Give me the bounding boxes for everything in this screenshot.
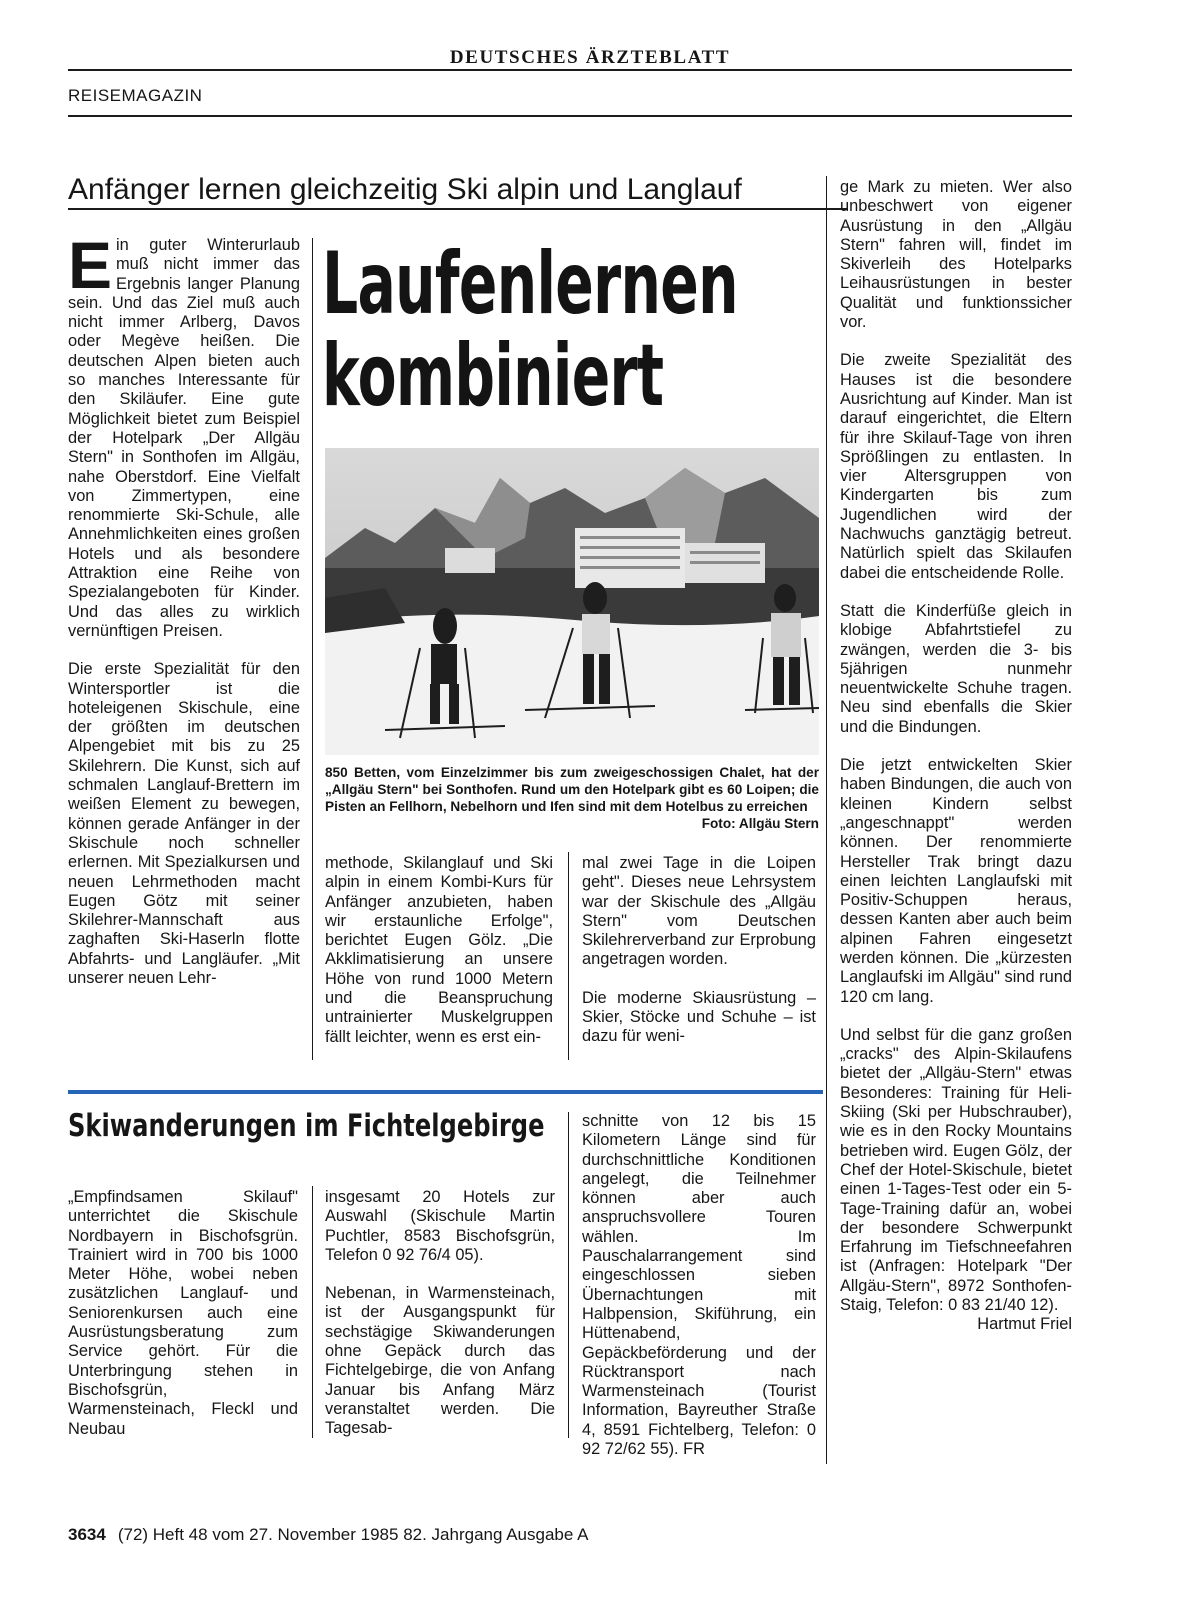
page-footer: [68, 1525, 588, 1545]
caption-text: 850 Betten, vom Einzelzimmer bis zum zweigeschossigen Chalet, hat der „Allgäu Stern" bei Sonthofen. Rund um den Hotelpark gibt es 60 Loipen; die Pisten an Fellhorn, Nebelhorn und Ifen sind mit dem Hotelbus zu erreichen: [325, 765, 819, 814]
section-label: REISEMAGAZIN: [68, 86, 203, 105]
article2-paragraph: „Empfindsamen Skilauf" unterrichtet die Skischule Nordbayern in Bischofsgrün. Trainiert wird in 700 bis 1000 Meter Höhe, wobei neben zusätzlichen Langlauf- und Seniorenkursen auch eine Ausrüstungsberatung zum Service gehört. Für die Unterbringung stehen in Bischofsgrün, Warmensteinach, Fleckl und Neubau: [68, 1188, 298, 1438]
article1-col4-text: Und selbst für die ganz großen „cracks" des Alpin-Skilaufens bietet der „Allgäu-Stern" etwas Besonderes: Training für Heli-Skiing (Ski per Hubschrauber), wie es in den Rocky Mountains betrieben wird. Eugen Gölz, der Chef der Hotel-Skischule, bietet einen 1-Tages-Test oder ein 5-Tage-Training dafür an, wobei der besondere Schwerpunkt Erfahrung im Tiefschneefahren ist (Anfragen: Hotelpark "Der Allgäu-Stern", 8972 Sonthofen-Staig, Telefon: 0 83 21/40 12).: [840, 1025, 1072, 1315]
article1-paragraph: Die erste Spezialität für den Wintersportler ist die hoteleigenen Skischule, eine der größten im deutschen Alpengebiet mit bis zu 25 Skilehrern. Die Kunst, sich auf schmalen Langlauf-Brettern im weißen Element zu bewegen, können gerade Anfänger in der Skischule noch schneller erlernen. Mit Spezialkursen und neuen Lehrmethoden macht Eugen Götz mit seiner Skilehrer-Mannschaft aus zaghaften Ski-Haserln flotte Abfahrts- und Langläufer. „Mit unserer neuen Lehr-: [68, 660, 300, 987]
article1-headline: [322, 234, 738, 426]
article2-headline: Skiwanderungen im Fichtelgebirge: [68, 1108, 545, 1144]
column-divider: [312, 1186, 313, 1438]
photo-caption: [325, 764, 819, 832]
article2-paragraph: insgesamt 20 Hotels zur Auswahl (Skischule Martin Puchtler, 8583 Bischofsgrün, Telefon 0 92 76/4 05).: [325, 1188, 555, 1264]
article1-col1-text: in guter Winterurlaub muß nicht immer das Ergebnis langer Planung sein. Und das Ziel muß auch nicht immer Arlberg, Davos oder Megève heißen. Die deutschen Alpen bieten auch so manches Interessante für den Skiläufer. Eine gute Möglichkeit bietet zum Beispiel der Hotelpark „Der Allgäu Stern" in Sonthofen im Allgäu, nahe Oberstdorf. Eine Vielfalt von Zimmertypen, eine renommierte Ski-Schule, alle Annehmlichkeiten eines großen Hotels und als besondere Attraktion eine Reihe von Spezialangeboten für Kinder. Und das alles zu wirklich vernünftigen Preisen.: [68, 236, 300, 640]
article2-column-3: [582, 1112, 816, 1478]
article1-paragraph: ge Mark zu mieten. Wer also unbeschwert von eigener Ausrüstung in den „Allgäu Stern" fahren will, findet im Skiverleih des Hotelparks Leihausrüstungen in bester Qualität und funktionssicher vor.: [840, 178, 1072, 332]
article1-paragraph: Die moderne Skiausrüstung – Skier, Stöcke und Schuhe – ist dazu für weni-: [582, 988, 816, 1046]
page-number: 3634: [68, 1525, 106, 1544]
skiing-photo: [325, 448, 819, 755]
article1-paragraph: [68, 228, 300, 641]
column-divider: [568, 1112, 569, 1438]
article2-column-1: [68, 1188, 298, 1458]
article1-column-1: [68, 228, 300, 1007]
article1-column-3: [582, 854, 816, 1066]
headline-line-2: kombiniert: [322, 326, 664, 426]
column-divider: [826, 176, 827, 1464]
article1-paragraph: Statt die Kinderfüße gleich in klobige Abfahrtstiefel zu zwängen, werden die 3- bis 5jährigen nunmehr neuentwickelte Schuhe tragen. Neu sind ebenfalls die Skier und die Bindungen.: [840, 601, 1072, 736]
author-name: Hartmut Friel: [977, 1315, 1072, 1334]
photo-credit: Foto: Allgäu Stern: [701, 816, 819, 831]
article2-paragraph: schnitte von 12 bis 15 Kilometern Länge sind für durchschnittliche Konditionen angelegt, die Teilnehmer können aber auch anspruchsvollere Touren wählen. Im Pauschalarrangement sind eingeschlossen sieben Übernachtungen mit Halbpension, Skiführung, ein Hüttenabend, Gepäckbeförderung und der Rücktransport nach Warmensteinach (Tourist Information, Bayreuther Straße 4, 8591 Fichtelberg, Telefon: 0 92 72/62 55). FR: [582, 1112, 816, 1459]
issue-info: (72) Heft 48 vom 27. November 1985 82. Jahrgang Ausgabe A: [117, 1525, 589, 1544]
article1-paragraph: methode, Skilanglauf und Ski alpin in einem Kombi-Kurs für Anfänger anzubieten, haben wir erstaunliche Erfolge", berichtet Eugen Gölz. „Die Akklimatisierung an unsere Höhe von rund 1000 Metern und die Beanspruchung untrainierter Muskelgruppen fällt leichter, wenn es erst ein-: [325, 854, 553, 1046]
article1-paragraph: mal zwei Tage in die Loipen geht". Dieses neue Lehrsystem war der Skischule des „Allgäu Stern" vom Deutschen Skilehrerverband zur Erprobung angetragen worden.: [582, 854, 816, 969]
article1-paragraph: [840, 1025, 1072, 1334]
article1-paragraph: Die jetzt entwickelten Skier haben Bindungen, die auch von kleinen Kindern selbst „angeschnappt" werden können. Der renommierte Hersteller Trak bringt dazu einen leichten Langlaufski mit Positiv-Schuppen heraus, dessen Kanten aber auch beim alpinen Fahren eingesetzt werden können. Die „kürzesten Langlaufski im Allgäu" sind rund 120 cm lang.: [840, 756, 1072, 1006]
article1-column-2: [325, 854, 553, 1066]
headline-line-1: Laufenlernen: [322, 234, 738, 334]
section-rule: [68, 115, 1072, 117]
photo-image: [325, 448, 819, 755]
masthead-rule: [68, 69, 1072, 71]
masthead: DEUTSCHES ÄRZTEBLATT: [449, 47, 731, 68]
section-accent-rule: [68, 1090, 823, 1094]
article2-column-2: [325, 1188, 555, 1458]
article2-paragraph: Nebenan, in Warmensteinach, ist der Ausgangspunkt für sechstägige Skiwanderungen ohne Gepäck durch das Fichtelgebirge, die von Anfang Januar bis Anfang März veranstaltet werden. Die Tagesab-: [325, 1284, 555, 1438]
article-kicker: Anfänger lernen gleichzeitig Ski alpin und Langlauf: [68, 172, 848, 210]
article1-paragraph: Die zweite Spezialität des Hauses ist die besondere Ausrichtung auf Kinder. Man ist darauf eingerichtet, die Eltern für ihre Skilauf-Tage von ihren Sprößlingen zu entlasten. In vier Altersgruppen von Kindergarten bis zum Jugendlichen wird der Nachwuchs ganztägig betreut. Natürlich spielt das Skilaufen dabei die entscheidende Rolle.: [840, 351, 1072, 582]
column-divider: [312, 238, 313, 1060]
column-divider: [568, 852, 569, 1060]
drop-cap: E: [68, 228, 113, 302]
article1-column-4: [840, 178, 1072, 1335]
